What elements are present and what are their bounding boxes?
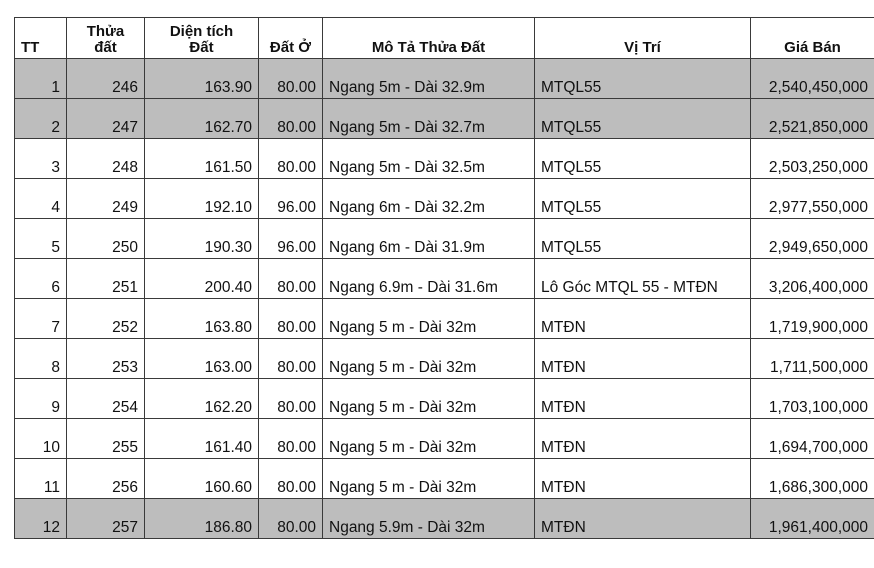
cell-gia-ban: 1,694,700,000 [751, 419, 874, 459]
cell-dien-tich: 162.20 [145, 379, 259, 419]
cell-thua-dat: 256 [67, 459, 145, 499]
table-row [15, 459, 874, 499]
cell-mo-ta: Ngang 5 m - Dài 32m [323, 339, 535, 379]
cell-thua-dat: 257 [67, 499, 145, 539]
land-price-table [14, 17, 874, 539]
table-row [15, 499, 874, 539]
cell-tt: 10 [15, 419, 67, 459]
cell-vi-tri: MTQL55 [535, 59, 751, 99]
cell-tt: 6 [15, 259, 67, 299]
cell-vi-tri: MTQL55 [535, 179, 751, 219]
cell-vi-tri: MTQL55 [535, 219, 751, 259]
table-row [15, 379, 874, 419]
cell-gia-ban: 1,711,500,000 [751, 339, 874, 379]
cell-dat-o: 80.00 [259, 339, 323, 379]
cell-mo-ta: Ngang 5 m - Dài 32m [323, 379, 535, 419]
cell-tt: 12 [15, 499, 67, 539]
cell-thua-dat: 251 [67, 259, 145, 299]
cell-dien-tich: 190.30 [145, 219, 259, 259]
cell-mo-ta: Ngang 5 m - Dài 32m [323, 459, 535, 499]
cell-dat-o: 80.00 [259, 499, 323, 539]
cell-dien-tich: 192.10 [145, 179, 259, 219]
cell-tt: 8 [15, 339, 67, 379]
cell-vi-tri: MTĐN [535, 499, 751, 539]
cell-mo-ta: Ngang 5 m - Dài 32m [323, 299, 535, 339]
cell-thua-dat: 249 [67, 179, 145, 219]
cell-dat-o: 96.00 [259, 219, 323, 259]
cell-gia-ban: 1,961,400,000 [751, 499, 874, 539]
cell-dat-o: 80.00 [259, 139, 323, 179]
table-row [15, 59, 874, 99]
cell-mo-ta: Ngang 6.9m - Dài 31.6m [323, 259, 535, 299]
cell-vi-tri: MTĐN [535, 379, 751, 419]
cell-dat-o: 80.00 [259, 259, 323, 299]
cell-thua-dat: 246 [67, 59, 145, 99]
cell-vi-tri: MTĐN [535, 459, 751, 499]
table-body [15, 59, 874, 539]
cell-gia-ban: 2,503,250,000 [751, 139, 874, 179]
table-row [15, 299, 874, 339]
cell-mo-ta: Ngang 5m - Dài 32.5m [323, 139, 535, 179]
cell-thua-dat: 254 [67, 379, 145, 419]
cell-dien-tich: 163.00 [145, 339, 259, 379]
cell-dien-tich: 163.80 [145, 299, 259, 339]
cell-tt: 9 [15, 379, 67, 419]
table-row [15, 99, 874, 139]
cell-thua-dat: 248 [67, 139, 145, 179]
cell-dat-o: 80.00 [259, 419, 323, 459]
table-row [15, 419, 874, 459]
cell-vi-tri: Lô Góc MTQL 55 - MTĐN [535, 259, 751, 299]
cell-dien-tich: 161.40 [145, 419, 259, 459]
cell-gia-ban: 1,686,300,000 [751, 459, 874, 499]
cell-dat-o: 80.00 [259, 459, 323, 499]
cell-mo-ta: Ngang 5m - Dài 32.7m [323, 99, 535, 139]
cell-vi-tri: MTĐN [535, 299, 751, 339]
cell-gia-ban: 1,703,100,000 [751, 379, 874, 419]
cell-gia-ban: 3,206,400,000 [751, 259, 874, 299]
cell-mo-ta: Ngang 6m - Dài 32.2m [323, 179, 535, 219]
cell-thua-dat: 255 [67, 419, 145, 459]
table-row [15, 179, 874, 219]
header-vi-tri: Vị Trí [535, 18, 751, 59]
header-mo-ta: Mô Tả Thửa Đất [323, 18, 535, 59]
cell-mo-ta: Ngang 5 m - Dài 32m [323, 419, 535, 459]
cell-vi-tri: MTQL55 [535, 139, 751, 179]
cell-tt: 7 [15, 299, 67, 339]
cell-dat-o: 80.00 [259, 379, 323, 419]
cell-tt: 5 [15, 219, 67, 259]
cell-thua-dat: 252 [67, 299, 145, 339]
cell-dat-o: 96.00 [259, 179, 323, 219]
header-thua-dat: Thửa đất [67, 18, 145, 59]
cell-dien-tich: 162.70 [145, 99, 259, 139]
cell-tt: 2 [15, 99, 67, 139]
cell-dien-tich: 161.50 [145, 139, 259, 179]
header-gia-ban: Giá Bán [751, 18, 874, 59]
cell-vi-tri: MTĐN [535, 339, 751, 379]
cell-dat-o: 80.00 [259, 59, 323, 99]
cell-thua-dat: 253 [67, 339, 145, 379]
cell-dien-tich: 160.60 [145, 459, 259, 499]
cell-gia-ban: 2,540,450,000 [751, 59, 874, 99]
cell-mo-ta: Ngang 6m - Dài 31.9m [323, 219, 535, 259]
cell-tt: 1 [15, 59, 67, 99]
table-row [15, 139, 874, 179]
cell-mo-ta: Ngang 5m - Dài 32.9m [323, 59, 535, 99]
cell-dat-o: 80.00 [259, 99, 323, 139]
cell-dien-tich: 186.80 [145, 499, 259, 539]
cell-gia-ban: 2,521,850,000 [751, 99, 874, 139]
cell-tt: 3 [15, 139, 67, 179]
cell-gia-ban: 2,977,550,000 [751, 179, 874, 219]
cell-dien-tich: 163.90 [145, 59, 259, 99]
cell-thua-dat: 247 [67, 99, 145, 139]
header-tt: TT [15, 18, 67, 59]
cell-dien-tich: 200.40 [145, 259, 259, 299]
cell-vi-tri: MTQL55 [535, 99, 751, 139]
cell-vi-tri: MTĐN [535, 419, 751, 459]
header-row [15, 18, 874, 59]
table-row [15, 219, 874, 259]
header-dien-tich: Diện tích Đất [145, 18, 259, 59]
header-dat-o: Đất Ở [259, 18, 323, 59]
cell-gia-ban: 1,719,900,000 [751, 299, 874, 339]
cell-tt: 4 [15, 179, 67, 219]
cell-thua-dat: 250 [67, 219, 145, 259]
cell-gia-ban: 2,949,650,000 [751, 219, 874, 259]
cell-mo-ta: Ngang 5.9m - Dài 32m [323, 499, 535, 539]
table-row [15, 339, 874, 379]
table-row [15, 259, 874, 299]
cell-tt: 11 [15, 459, 67, 499]
cell-dat-o: 80.00 [259, 299, 323, 339]
